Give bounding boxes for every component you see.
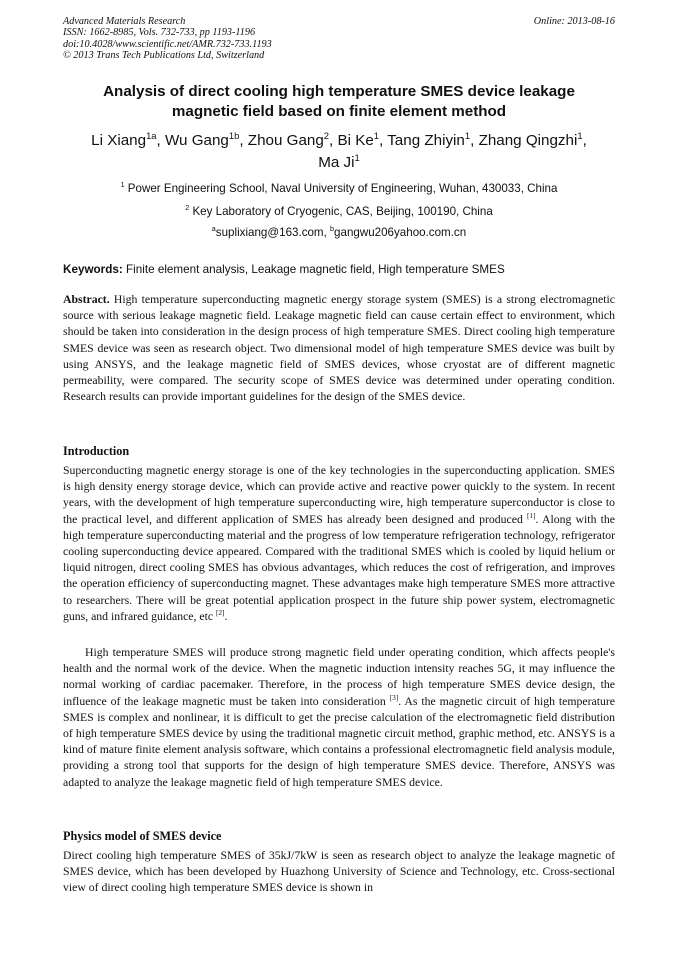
affiliation-text: Key Laboratory of Cryogenic, CAS, Beijing, 100190, China [189, 205, 493, 218]
affiliation-text: Power Engineering School, Naval University of Engineering, Wuhan, 430033, China [124, 182, 558, 195]
title-line-1: Analysis of direct cooling high temperature SMES device leakage [103, 83, 575, 100]
author-name: Ma Ji [318, 154, 355, 171]
author-affiliation-mark: 1 [354, 151, 360, 163]
email-address: suplixiang@163.com, [215, 226, 331, 239]
citation-ref: [2] [216, 608, 225, 617]
email-mark: b [330, 224, 335, 234]
author-affiliation-mark: 1 [577, 129, 583, 141]
paragraph-text: . [224, 609, 228, 623]
paragraph-text: . As the magnetic circuit of high temperature SMES is complex and nonlinear, it is difficult to get the precise calculation of the electromagnetic field distribution of high temperature SMES device by using the traditional magnetic circuit method, graphic method, etc. ANSYS is a kind of mature finite element analysis software, which contains a professional electromagnetic field analysis module, providing a strong tool that supports for the design of high temperature SMES device. Therefore, ANSYS was adapted to analyze the leakage magnetic field of high temperature SMES device. [63, 694, 616, 789]
author-name: Zhou Gang [247, 132, 324, 149]
copyright-line: © 2013 Trans Tech Publications Ltd, Switzerland [63, 49, 265, 61]
affiliation-2 [63, 205, 615, 219]
author-affiliation-mark: 1a [146, 129, 157, 141]
paper-title [63, 82, 615, 122]
author-affiliation-mark: 2 [323, 129, 330, 141]
keywords-text: Finite element analysis, Leakage magnetic field, High temperature SMES [122, 263, 505, 276]
issn-line: ISSN: 1662-8985, Vols. 732-733, pp 1193-1196 [63, 27, 256, 39]
affiliation-1 [63, 182, 615, 196]
paragraph-text: High temperature SMES will produce strong magnetic field under operating condition, which affects people's health and the normal work of the device. When the magnetic induction intensity reaches 5G, it may influence the normal working of cardiac pacemaker. Therefore, in the process of high temperature SMES device design, the influence of the leakage magnetic must be taken into consideration [63, 646, 615, 708]
author-affiliation-mark: 1b [228, 129, 240, 141]
citation-ref: [1] [527, 511, 536, 520]
abstract-text: High temperature superconducting magnetic energy storage system (SMES) is a strong electromagnetic source with serious leakage magnetic field. Leakage magnetic field can cause certain effect to environment, which should be taken into consideration in the design process of high temperature SMES. Direct cooling high temperature SMES device was seen as research object. Two dimensional model of high temperature SMES device was built by using ANSYS, and the leakage magnetic field of SMES devices, whose cryostat are of different magnetic permeability, were compared. The security scope of SMES device was determined under operating condition. Research results can provide important guidelines for the design of the SMES device. [63, 293, 615, 404]
section-heading-introduction: Introduction [63, 444, 130, 458]
body-paragraph [63, 463, 615, 625]
paragraph-text: Superconducting magnetic energy storage is one of the key technologies in the superconducting application. SMES is high density energy storage device, which can provide active and reactive power quickly to the system. In recent years, with the development of high temperature superconducting wire, high temperature superconductor is close to the practical level, and different application of SMES has already been designed and produced [63, 464, 615, 526]
abstract-label: Abstract. [63, 293, 110, 306]
citation-ref: [3] [389, 693, 399, 702]
author-name: Wu Gang [164, 132, 229, 149]
author-name: Bi Ke [337, 132, 374, 149]
author-list [63, 130, 615, 174]
keywords-label: Keywords: [63, 263, 123, 276]
author-affiliation-mark: 1 [464, 129, 471, 141]
author-separator: , [470, 132, 479, 149]
author-name: Tang Zhiyin [387, 132, 465, 149]
author-separator: , [329, 132, 338, 149]
affiliation-mark: 1 [120, 180, 125, 190]
affiliation-mark: 2 [185, 203, 190, 213]
body-paragraph [63, 645, 615, 791]
online-date: Online: 2013-08-16 [533, 16, 615, 27]
title-line-2: magnetic field based on finite element method [171, 103, 507, 120]
author-separator: , [239, 132, 248, 149]
section-heading-physics-model: Physics model of SMES device [63, 829, 222, 843]
journal-name: Advanced Materials Research [63, 16, 186, 27]
author-separator: , [156, 132, 165, 149]
author-name: Li Xiang [91, 132, 147, 149]
author-separator: , [379, 132, 388, 149]
paragraph-text: . Along with the high temperature superconducting material and the progress of low temperature refrigeration technology, refrigerator cooling superconducting device appeared. Compared with the traditional SMES which is cooled by liquid helium or liquid nitrogen, direct cooling SMES has obvious advantages, which reduces the cost of refrigeration, and improves the operation efficiency of superconducting magnet. These advantages make high temperature SMES more attractive to researchers. There will be great potential application prospect in the future ship power system, electromagnetic guns, and infrared guidance, etc [63, 512, 615, 623]
author-name: Zhang Qingzhi [478, 132, 578, 149]
keywords [63, 263, 615, 277]
author-affiliation-mark: 1 [373, 129, 380, 141]
doi-line: doi:10.4028/www.scientific.net/AMR.732-733.1193 [63, 38, 272, 50]
author-emails [63, 226, 615, 240]
body-paragraph: Direct cooling high temperature SMES of 35kJ/7kW is seen as research object to analyze the leakage magnetic of SMES device, which has been developed by Huazhong University of Science and Technology, etc. Cross-sectional view of direct cooling high temperature SMES device is shown in [63, 849, 615, 895]
email-address: gangwu206yahoo.com.cn [334, 226, 467, 239]
abstract [63, 292, 615, 405]
page-header [63, 16, 615, 61]
email-mark: a [211, 224, 216, 234]
author-separator: , [582, 132, 587, 149]
